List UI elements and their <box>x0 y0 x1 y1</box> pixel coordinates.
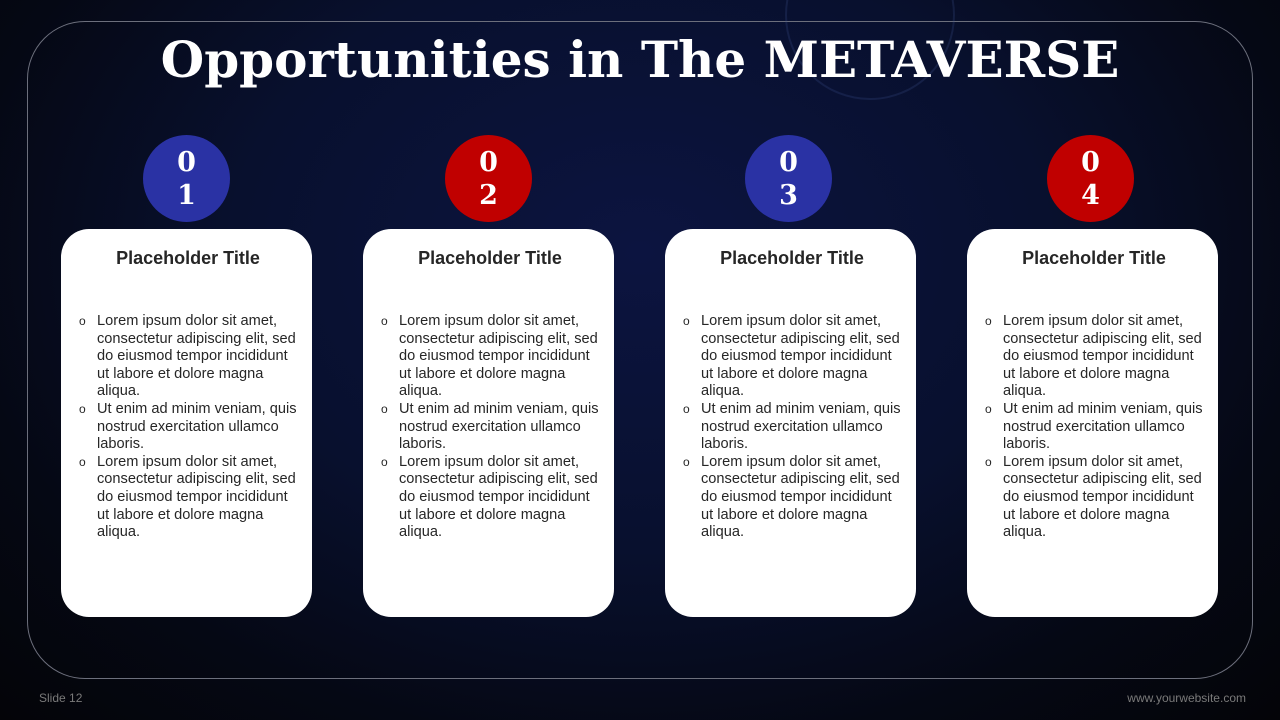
bullet-item: o Ut enim ad minim veniam, quis nostrud exercitation ullamco laboris. <box>381 400 599 453</box>
bullet-item: o Ut enim ad minim veniam, quis nostrud exercitation ullamco laboris. <box>79 400 297 453</box>
badge-digit: 0 <box>479 146 498 178</box>
hollow-circle-bullet-icon: o <box>683 401 690 416</box>
card-title: Placeholder Title <box>418 248 562 268</box>
content-card-01 <box>61 229 312 617</box>
card-title: Placeholder Title <box>720 248 864 268</box>
badge-digit: 3 <box>779 179 798 211</box>
bullet-item: o Ut enim ad minim veniam, quis nostrud exercitation ullamco laboris. <box>985 400 1203 453</box>
bullet-item: o Lorem ipsum dolor sit amet, consectetur adipiscing elit, sed do eiusmod tempor incididunt ut labore et dolore magna aliqua. <box>381 453 598 541</box>
badge-digit: 4 <box>1081 179 1100 211</box>
hollow-circle-bullet-icon: o <box>683 314 690 328</box>
badge-digit: 0 <box>1081 146 1100 178</box>
slide-title: Opportunities in The METAVERSE <box>160 30 1120 89</box>
bullet-item: o Lorem ipsum dolor sit amet, consectetur adipiscing elit, sed do eiusmod tempor incididunt ut labore et dolore magna aliqua. <box>985 313 1202 400</box>
hollow-circle-bullet-icon: o <box>381 454 388 469</box>
hollow-circle-bullet-icon: o <box>79 314 86 328</box>
card-title: Placeholder Title <box>116 248 260 268</box>
hollow-circle-bullet-icon: o <box>683 454 690 469</box>
bullet-item: o Ut enim ad minim veniam, quis nostrud exercitation ullamco laboris. <box>683 400 901 453</box>
slide-number: Slide 12 <box>39 691 83 705</box>
bullet-item: o Lorem ipsum dolor sit amet, consectetur adipiscing elit, sed do eiusmod tempor incididunt ut labore et dolore magna aliqua. <box>381 313 598 400</box>
bullet-list <box>380 313 600 542</box>
content-card-03 <box>665 229 916 617</box>
website-url: www.yourwebsite.com <box>1127 691 1246 705</box>
badge-digit: 1 <box>177 179 196 211</box>
bullet-list <box>984 313 1204 542</box>
number-badge-04 <box>1047 135 1134 222</box>
hollow-circle-bullet-icon: o <box>985 454 992 469</box>
hollow-circle-bullet-icon: o <box>381 314 388 328</box>
content-card-04 <box>967 229 1218 617</box>
hollow-circle-bullet-icon: o <box>79 401 86 416</box>
badge-digit: 0 <box>779 146 798 178</box>
bullet-item: o Lorem ipsum dolor sit amet, consectetur adipiscing elit, sed do eiusmod tempor incididunt ut labore et dolore magna aliqua. <box>683 313 900 400</box>
number-badge-03 <box>745 135 832 222</box>
content-card-02 <box>363 229 614 617</box>
bullet-item: o Lorem ipsum dolor sit amet, consectetur adipiscing elit, sed do eiusmod tempor incididunt ut labore et dolore magna aliqua. <box>79 453 296 541</box>
number-badge-02 <box>445 135 532 222</box>
hollow-circle-bullet-icon: o <box>79 454 86 469</box>
bullet-item: o Lorem ipsum dolor sit amet, consectetur adipiscing elit, sed do eiusmod tempor incididunt ut labore et dolore magna aliqua. <box>79 313 296 400</box>
bullet-list <box>682 313 902 542</box>
hollow-circle-bullet-icon: o <box>985 314 992 328</box>
card-title: Placeholder Title <box>1022 248 1166 268</box>
badge-digit: 0 <box>177 146 196 178</box>
bullet-item: o Lorem ipsum dolor sit amet, consectetur adipiscing elit, sed do eiusmod tempor incididunt ut labore et dolore magna aliqua. <box>683 453 900 541</box>
bullet-item: o Lorem ipsum dolor sit amet, consectetur adipiscing elit, sed do eiusmod tempor incididunt ut labore et dolore magna aliqua. <box>985 453 1202 541</box>
hollow-circle-bullet-icon: o <box>381 401 388 416</box>
badge-digit: 2 <box>479 179 498 211</box>
number-badge-01 <box>143 135 230 222</box>
hollow-circle-bullet-icon: o <box>985 401 992 416</box>
bullet-list <box>78 313 298 542</box>
